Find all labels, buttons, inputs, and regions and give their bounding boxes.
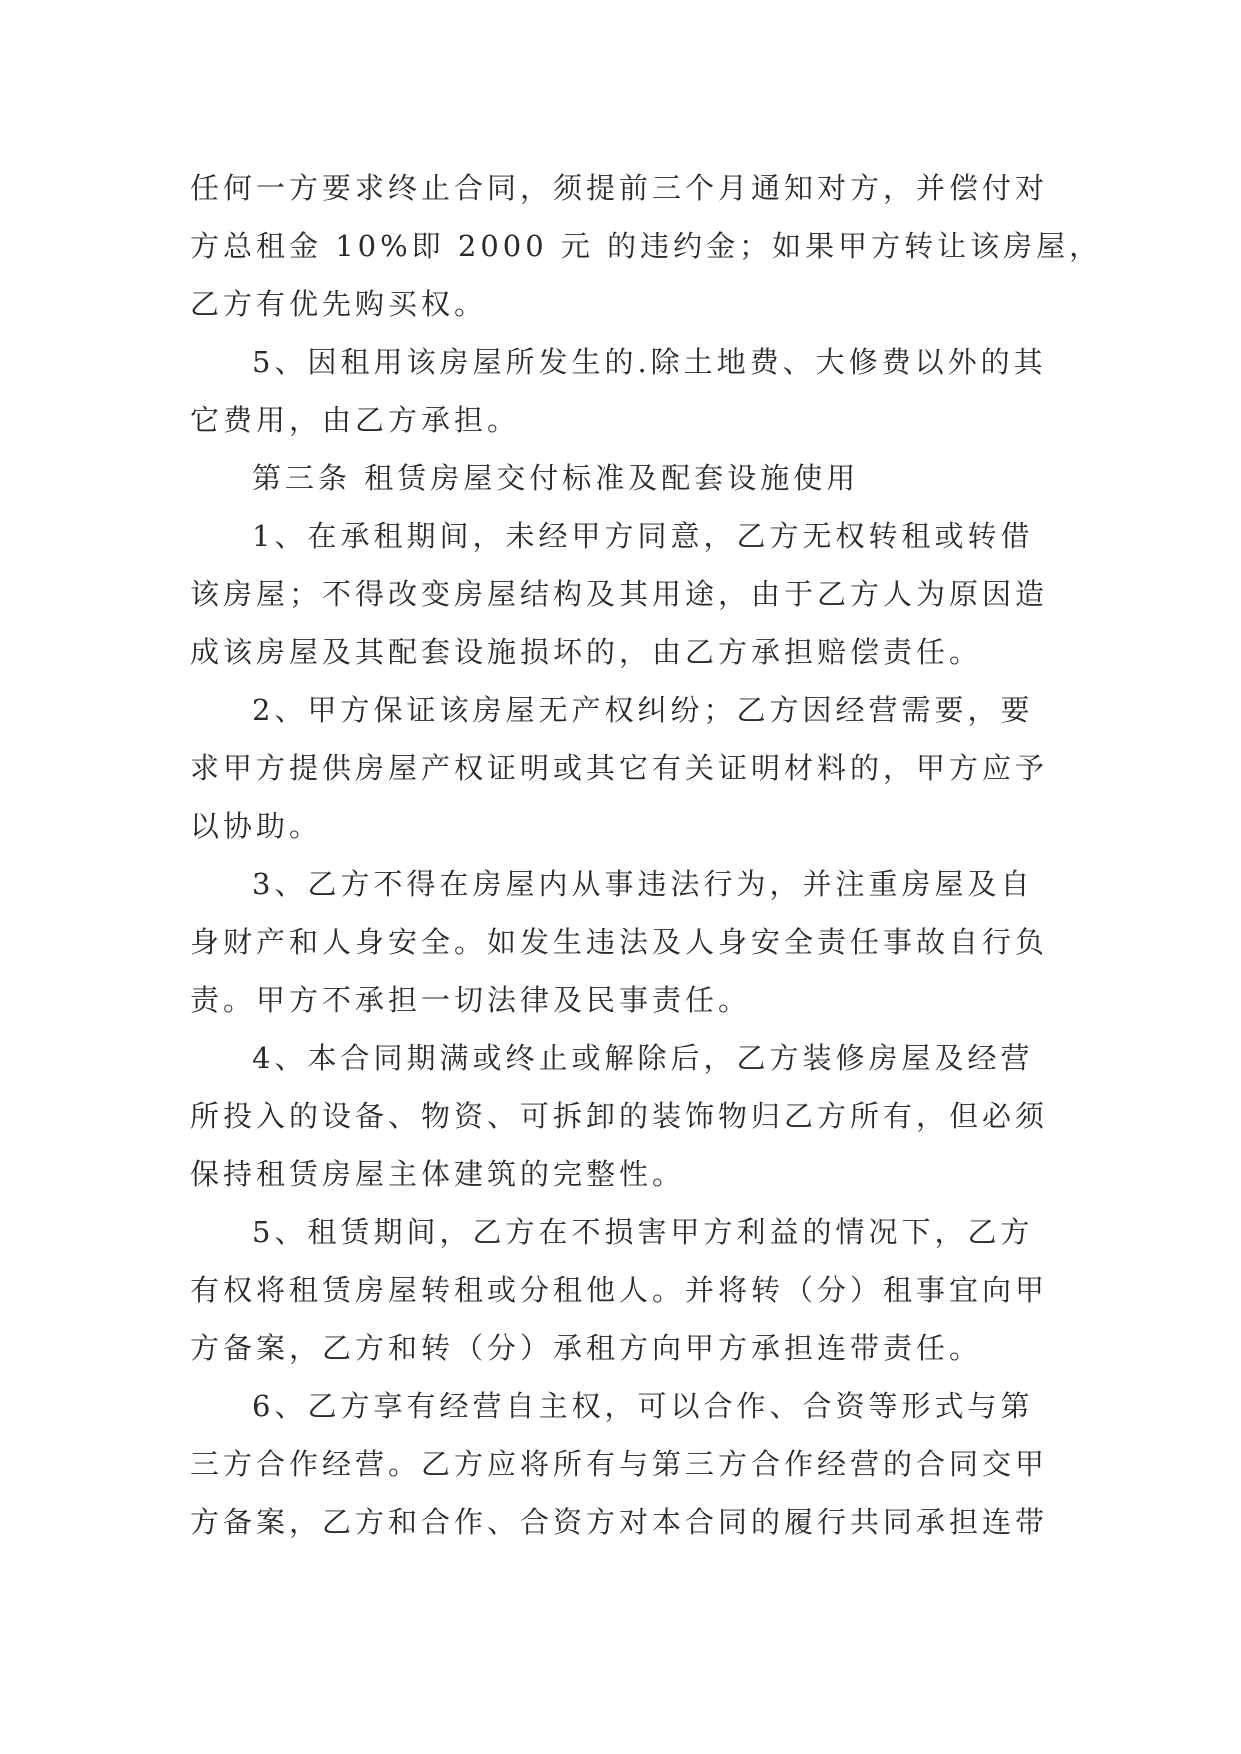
- paragraph-clause-5-sublease: [190, 1203, 1054, 1377]
- text-line: 5、租赁期间，乙方在不损害甲方利益的情况下，乙方: [252, 1215, 1034, 1249]
- text-line: 3、乙方不得在房屋内从事违法行为，并注重房屋及自: [252, 867, 1034, 901]
- text-line: 它费用，由乙方承担。: [190, 403, 521, 437]
- document-body: [190, 159, 1103, 1551]
- text-line: 保持租赁房屋主体建筑的完整性。: [190, 1157, 686, 1191]
- text-line: 4、本合同期满或终止或解除后，乙方装修房屋及经营: [252, 1041, 1034, 1075]
- paragraph-clause-5-fees: [190, 333, 1054, 449]
- section-heading-article-3: [190, 449, 1054, 507]
- paragraph-clause-4: [190, 1029, 1054, 1203]
- text-line: 所投入的设备、物资、可拆卸的装饰物归乙方所有，但必须: [190, 1099, 1049, 1133]
- text-line: 身财产和人身安全。如发生违法及人身安全责任事故自行负: [190, 925, 1049, 959]
- paragraph-clause-1: [190, 507, 1054, 681]
- text-line: 方备案，乙方和转（分）承租方向甲方承担连带责任。: [190, 1331, 983, 1365]
- text-line: 5、因租用该房屋所发生的.除土地费、大修费以外的其: [252, 345, 1047, 379]
- text-line: 6、乙方享有经营自主权，可以合作、合资等形式与第: [252, 1389, 1034, 1423]
- paragraph-clause-2: [190, 681, 1054, 855]
- paragraph-termination: [190, 159, 1103, 333]
- paragraph-clause-3: [190, 855, 1054, 1029]
- text-line: 任何一方要求终止合同，须提前三个月通知对方，并偿付对: [190, 171, 1049, 205]
- text-line: 三方合作经营。乙方应将所有与第三方合作经营的合同交甲: [190, 1447, 1049, 1481]
- text-line: 2、甲方保证该房屋无产权纠纷；乙方因经营需要，要: [252, 693, 1034, 727]
- text-line: 以协助。: [190, 809, 323, 843]
- paragraph-clause-6: [190, 1377, 1054, 1551]
- text-line: 有权将租赁房屋转租或分租他人。并将转（分）租事宜向甲: [190, 1273, 1049, 1307]
- text-line: 成该房屋及其配套设施损坏的，由乙方承担赔偿责任。: [190, 635, 983, 669]
- section-heading: 第三条 租赁房屋交付标准及配套设施使用: [252, 461, 860, 495]
- text-line: 责。甲方不承担一切法律及民事责任。: [190, 983, 752, 1017]
- text-line: 方备案，乙方和合作、合资方对本合同的履行共同承担连带: [190, 1505, 1049, 1539]
- text-line: 1、在承租期间，未经甲方同意，乙方无权转租或转借: [252, 519, 1034, 553]
- text-line: 求甲方提供房屋产权证明或其它有关证明材料的，甲方应予: [190, 751, 1049, 785]
- text-line: 方总租金 10%即 2000 元 的违约金；如果甲方转让该房屋，: [190, 229, 1103, 263]
- text-line: 乙方有优先购买权。: [190, 287, 488, 321]
- text-line: 该房屋；不得改变房屋结构及其用途，由于乙方人为原因造: [190, 577, 1049, 611]
